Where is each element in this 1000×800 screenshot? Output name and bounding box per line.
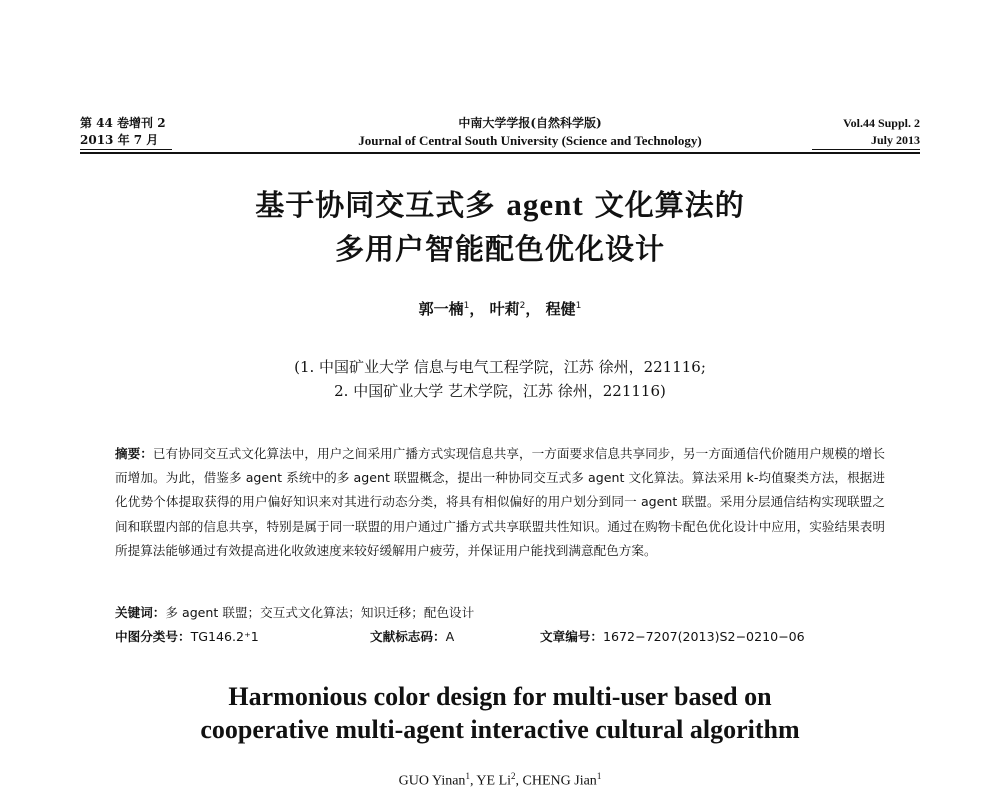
header-date-cn: 2013 年 7 月 [80,133,159,147]
author-en-affil: 1 [596,771,602,781]
author-cn: 叶莉 [489,300,520,318]
document-code [370,627,454,647]
header-date-en: July 2013 [870,133,920,147]
title-cn-seg2: 文化算法的 [583,188,745,222]
doc-code-value: A [445,629,455,644]
author-sep: ， [525,300,541,318]
author-en: YE Li [476,773,512,789]
header-rule-left [80,149,172,150]
author-cn: 郭一楠 [418,300,464,318]
title-cn-seg1: 基于协同交互式多 [255,188,507,222]
header-rule-center [80,152,920,154]
keywords-label: 关键词： [115,605,166,620]
journal-name-cn: 中南大学学报(自然科学版) [458,116,602,130]
title-en [0,680,1000,746]
author-en: GUO Yinan [398,773,466,789]
author-sep: ， [469,300,485,318]
abstract [115,442,885,563]
title-en-line2: cooperative multi-agent interactive cultural algorithm [200,715,800,744]
author-en-affil: 2 [511,771,516,781]
authors-cn [0,298,1000,319]
title-cn-line1 [0,183,1000,227]
authors-en [0,771,1000,790]
keywords-text: 多 agent 联盟；交互式文化算法；知识迁移；配色设计 [165,605,475,620]
author-cn-affil: 2 [519,301,526,311]
author-sep: , [515,773,523,789]
journal-name-en: Journal of Central South University (Science and Technology) [358,133,702,148]
doc-code-label: 文献标志码： [370,629,446,644]
title-en-line1: Harmonious color design for multi-user based on [228,682,772,711]
clc-value: TG146.2⁺1 [190,629,259,644]
author-sep: , [469,773,477,789]
affiliation-2: 2. 中国矿业大学 艺术学院，江苏 徐州，221116) [334,382,666,400]
author-cn-affil: 1 [575,301,582,311]
abstract-label: 摘要： [115,446,153,461]
header-volume-info [80,115,230,149]
header-volume-issue: 第 44 卷增刊 2 [80,116,166,130]
header-vol-suppl: Vol.44 Suppl. 2 [843,116,920,130]
affiliations [0,355,1000,403]
article-number [540,627,805,647]
header-volume-en [770,115,920,149]
clc-label: 中图分类号： [115,629,191,644]
title-cn [0,183,1000,271]
header-journal-name [270,115,790,149]
title-cn-latin: agent [506,187,584,222]
article-no-value: 1672−7207(2013)S2−0210−06 [602,629,805,644]
author-cn-affil: 1 [463,301,470,311]
article-no-label: 文章编号： [540,629,603,644]
title-cn-line2: 多用户智能配色优化设计 [334,232,665,266]
clc-number [115,627,259,647]
author-cn: 程健 [545,300,576,318]
author-en-affil: 1 [465,771,470,781]
affiliation-1: (1. 中国矿业大学 信息与电气工程学院，江苏 徐州，221116; [294,358,706,376]
running-header [80,115,920,155]
keywords [115,603,885,623]
abstract-text: 已有协同交互式文化算法中，用户之间采用广播方式实现信息共享，一方面要求信息共享同步，另一方面通信代价随用户规模的增长而增加。为此，借鉴多 agent 系统中的多 agent 联盟概念，提出一种协同交互式多 agent 文化算法。算法采用 k-均值聚类方法，根据进化优势个体提取获得的用户偏好知识来对其进行动态分类，将具有相似偏好的用户划分到同一 agent 联盟。采用分层通信结构实现联盟之间和联盟内部的信息共享，特别是属于同一联盟的用户通过广播方式共享联盟共性知识。通过在购物卡配色优化设计中应用，实验结果表明所提算法能够通过有效提高进化收敛速度来较好缓解用户疲劳，并保证用户能找到满意配色方案。 [115,446,886,558]
author-en: CHENG Jian [522,773,597,789]
header-rule-right [812,149,920,150]
